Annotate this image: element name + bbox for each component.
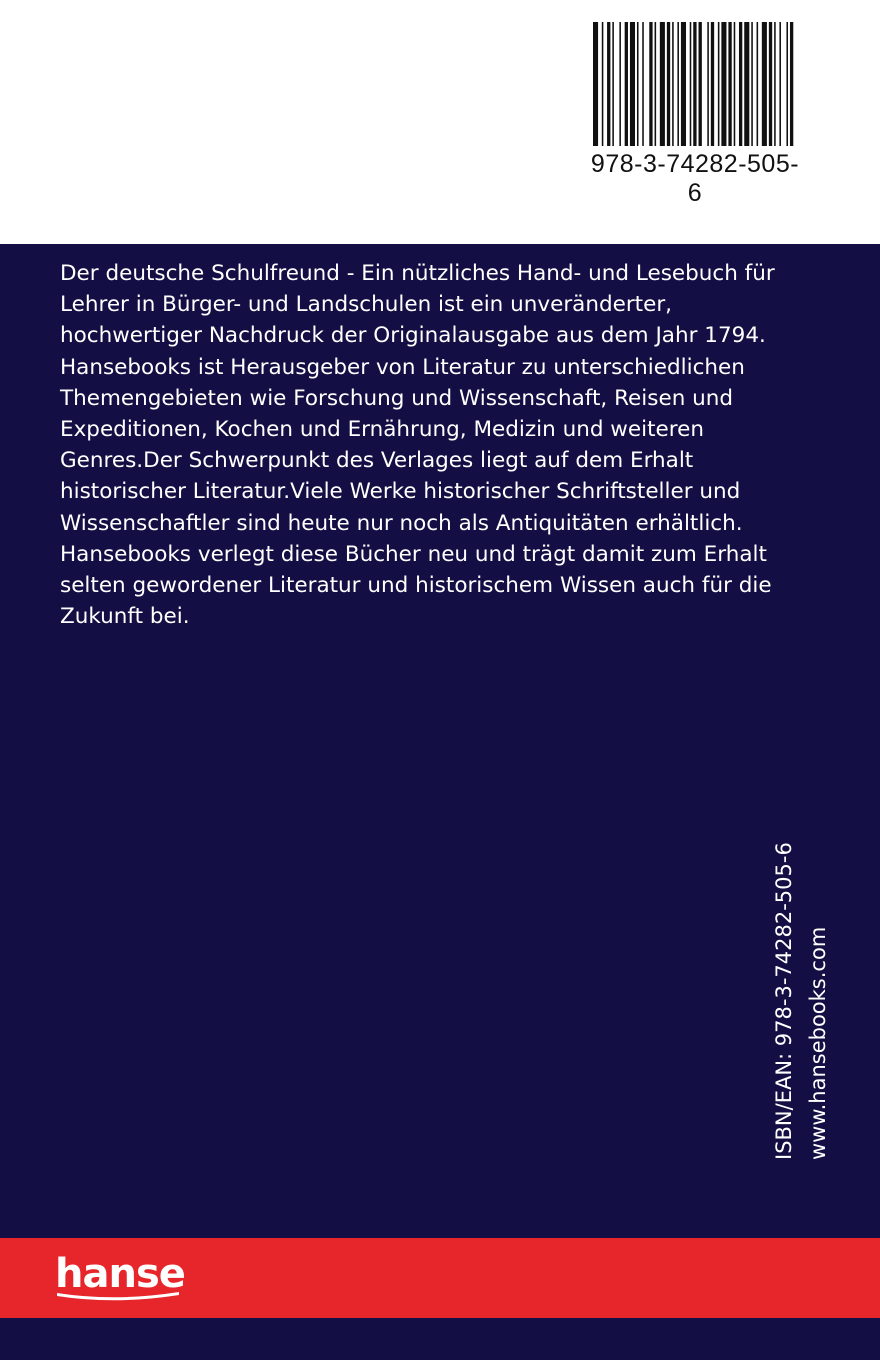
barcode-bars [590, 22, 800, 146]
logo-swoosh-icon [55, 1288, 185, 1304]
barcode-area [0, 0, 880, 244]
isbn-website-block [767, 842, 835, 1160]
barcode [590, 22, 800, 207]
barcode-number: 978-3-74282-505-6 [590, 150, 800, 207]
logo-wordmark: hanse [55, 1251, 185, 1297]
bottom-strip [0, 1318, 880, 1360]
isbn-text: ISBN/EAN: 978-3-74282-505-6 [772, 842, 796, 1160]
book-description: Der deutsche Schulfreund - Ein nützliches Hand- und Lesebuch für Lehrer in Bürger- und Landschulen ist ein unveränderter, hochwertiger Nachdruck der Originalausgabe aus dem Jahr 1794. Hansebooks ist Herausgeber von Literatur zu unterschiedlichen Themengebieten wie Forschung und Wissenschaft, Reisen und Expeditionen, Kochen und Ernährung, Medizin und weiteren Genres.Der Schwerpunkt des Verlages liegt auf dem Erhalt historischer Literatur.Viele Werke historischer Schriftsteller und Wissenschaftler sind heute nur noch als Antiquitäten erhältlich. Hansebooks verlegt diese Bücher neu und trägt damit zum Erhalt selten gewordener Literatur und historischem Wissen auch für die Zukunft bei. [60, 261, 775, 630]
website-text: www.hansebooks.com [806, 926, 830, 1160]
hanse-logo [55, 1252, 185, 1308]
